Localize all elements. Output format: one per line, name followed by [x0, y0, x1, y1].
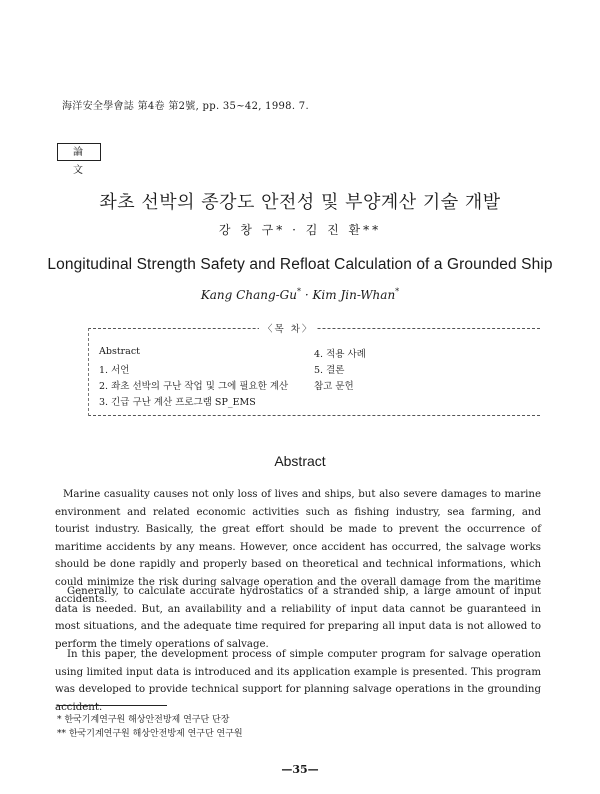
- page-number: —35—: [281, 763, 319, 776]
- korean-authors: 강 창 구* · 김 진 환**: [218, 223, 382, 237]
- author-separator: ·: [301, 288, 313, 302]
- toc-item-abstract: Abstract: [99, 346, 140, 357]
- abstract-paragraph-3: In this paper, the development process of simple computer program for salvage operation using limited input data is introduced and its application example is presented. This program was developed to provide technical support for planning salvage operations in the grounding accident.: [55, 649, 541, 713]
- table-of-contents: [88, 324, 540, 416]
- footnote-2: ** 한국기계연구원 해상안전방제 연구단 연구원: [57, 729, 243, 739]
- abstract-paragraph-1: Marine casuality causes not only loss of lives and ships, but also severe damages to marine environment and related economic activities such as fishing industry, sea farming, and tourist industry. Basically, the great effort should be made to prevent the occurrence of maritime accidents by any means. However, once accident has occurred, the salvage works should be done rapidly and properly based on theoretical and technical informations, which could minimize the risk during salvage operation and the overall damage from the maritime accidents.: [55, 489, 541, 605]
- author-2-name: Kim Jin-Whan: [312, 288, 396, 302]
- toc-item-references: 참고 문헌: [314, 381, 354, 392]
- toc-item-4: 4. 적용 사례: [314, 349, 366, 360]
- abstract-paragraph-2: Generally, to calculate accurate hydrostatics of a stranded ship, a large amount of input data is needed. But, an availability and a reliability of input data cannot be guaranteed in most situations, and the adequate time required for preparing all input data is not allowed to perform the timely operations of salvage.: [55, 586, 541, 650]
- author-2-mark: *: [395, 287, 400, 296]
- toc-item-1: 1. 서언: [99, 365, 130, 376]
- author-1-name: Kang Chang-Gu: [200, 288, 297, 302]
- korean-title: 좌초 선박의 종강도 안전성 및 부양계산 기술 개발: [99, 192, 501, 213]
- journal-citation: 海洋安全學會誌 第4卷 第2號, pp. 35~42, 1998. 7.: [62, 101, 309, 112]
- author-1-mark: *: [297, 287, 301, 296]
- english-authors: [0, 287, 600, 302]
- footnote-1: * 한국기계연구원 해상안전방제 연구단 단장: [57, 715, 230, 725]
- toc-item-2: 2. 좌초 선박의 구난 작업 및 그에 필요한 계산: [99, 381, 289, 392]
- toc-heading: 〈목 차〉: [259, 321, 317, 335]
- abstract-heading: Abstract: [274, 453, 326, 469]
- footnote-divider: [57, 705, 167, 706]
- english-title: Longitudinal Strength Safety and Refloat Calculation of a Grounded Ship: [47, 256, 553, 273]
- toc-item-5: 5. 결론: [314, 365, 345, 376]
- toc-item-3: 3. 긴급 구난 계산 프로그램 SP_EMS: [99, 397, 256, 408]
- article-type-tag: 論 文: [57, 143, 101, 161]
